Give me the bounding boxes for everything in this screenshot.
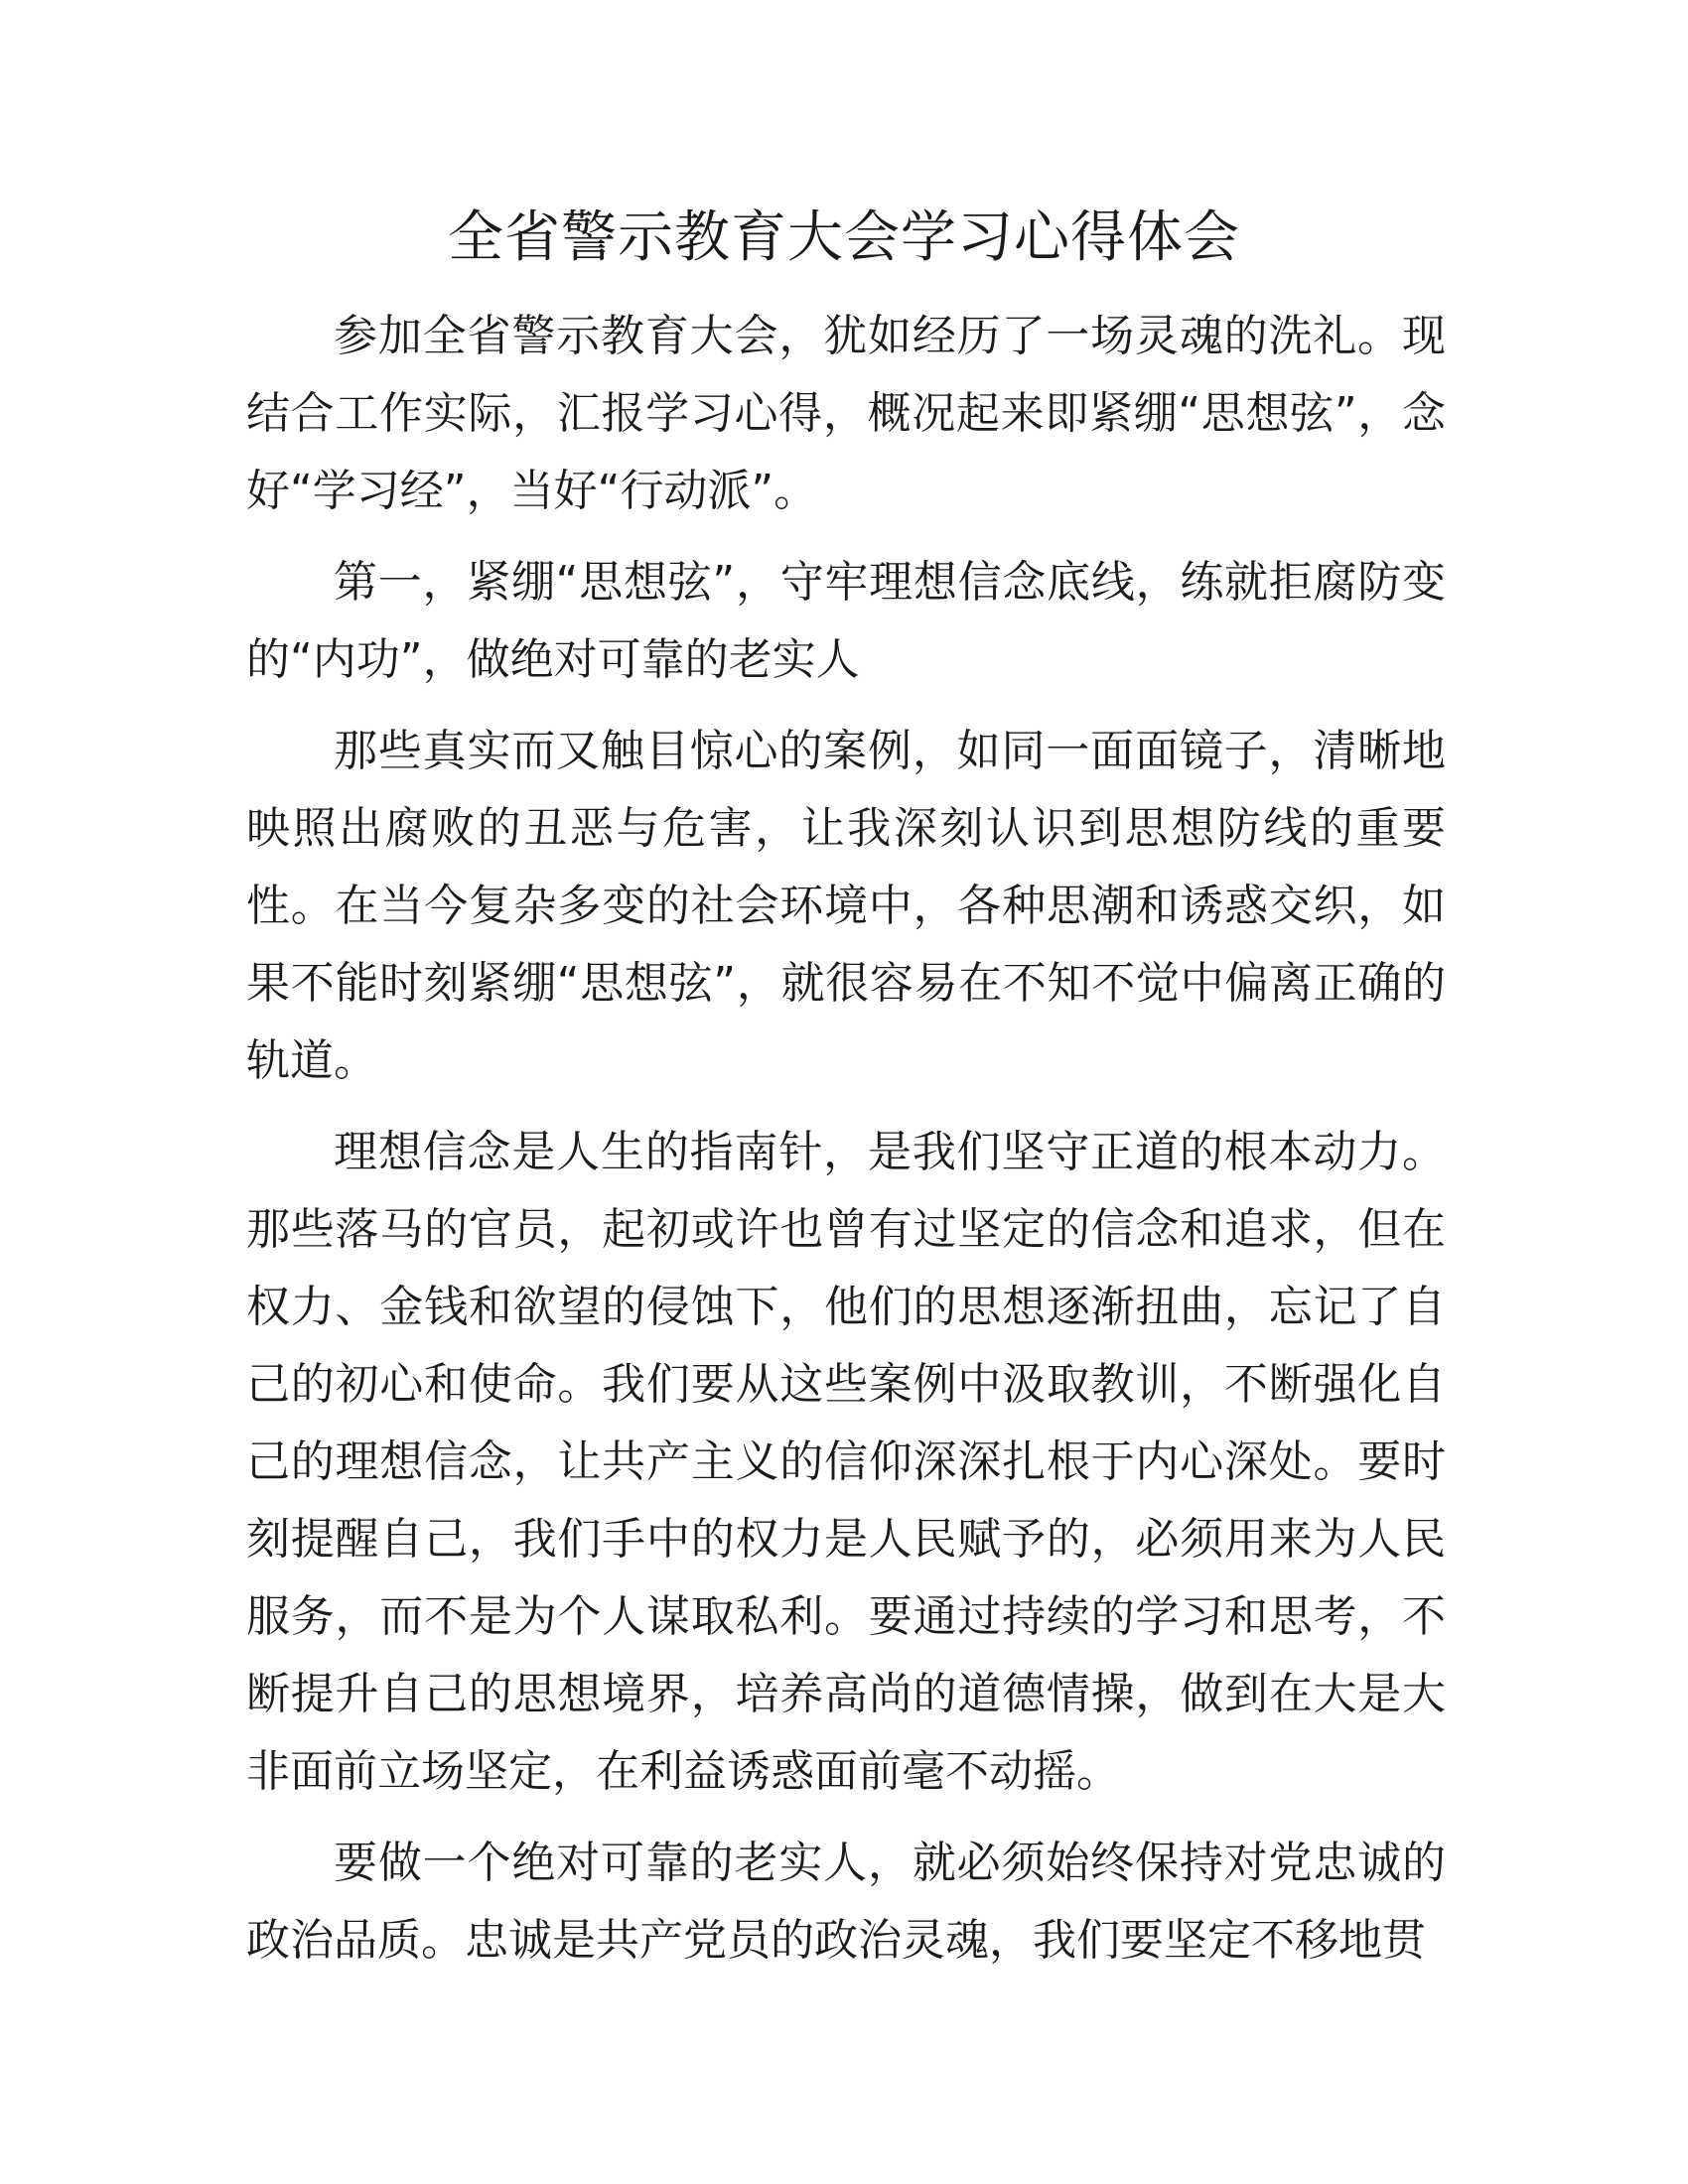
- paragraph-loyalty: 要做一个绝对可靠的老实人，就必须始终保持对党忠诚的政治品质。忠诚是共产党员的政治灵魂，我们要坚定不移地贯: [246, 1838, 1446, 1966]
- paragraph-section-heading: 第一，紧绷“思想弦”，守牢理想信念底线，练就拒腐防变的“内功”，做绝对可靠的老实人: [246, 557, 1446, 685]
- document-title: 全省警示教育大会学习心得体会: [448, 205, 1240, 270]
- paragraph-intro: 参加全省警示教育大会，犹如经历了一场灵魂的洗礼。现结合工作实际，汇报学习心得，概况起来即紧绷“思想弦”，念好“学习经”，当好“行动派”。: [246, 311, 1446, 516]
- paragraph-cases: 那些真实而又触目惊心的案例，如同一面面镜子，清晰地映照出腐败的丑恶与危害，让我深刻认识到思想防线的重要性。在当今复杂多变的社会环境中，各种思潮和诱惑交织，如果不能时刻紧绷“思想弦”，就很容易在不知不觉中偏离正确的轨道。: [246, 726, 1446, 1086]
- document-body: [246, 298, 1446, 1993]
- paragraph-ideals: 理想信念是人生的指南针，是我们坚守正道的根本动力。那些落马的官员，起初或许也曾有过坚定的信念和追求，但在权力、金钱和欲望的侵蚀下，他们的思想逐渐扭曲，忘记了自己的初心和使命。我们要从这些案例中汲取教训，不断强化自己的理想信念，让共产主义的信仰深深扎根于内心深处。要时刻提醒自己，我们手中的权力是人民赋予的，必须用来为人民服务，而不是为个人谋取私利。要通过持续的学习和思考，不断提升自己的思想境界，培养高尚的道德情操，做到在大是大非面前立场坚定，在利益诱惑面前毫不动摇。: [246, 1127, 1446, 1797]
